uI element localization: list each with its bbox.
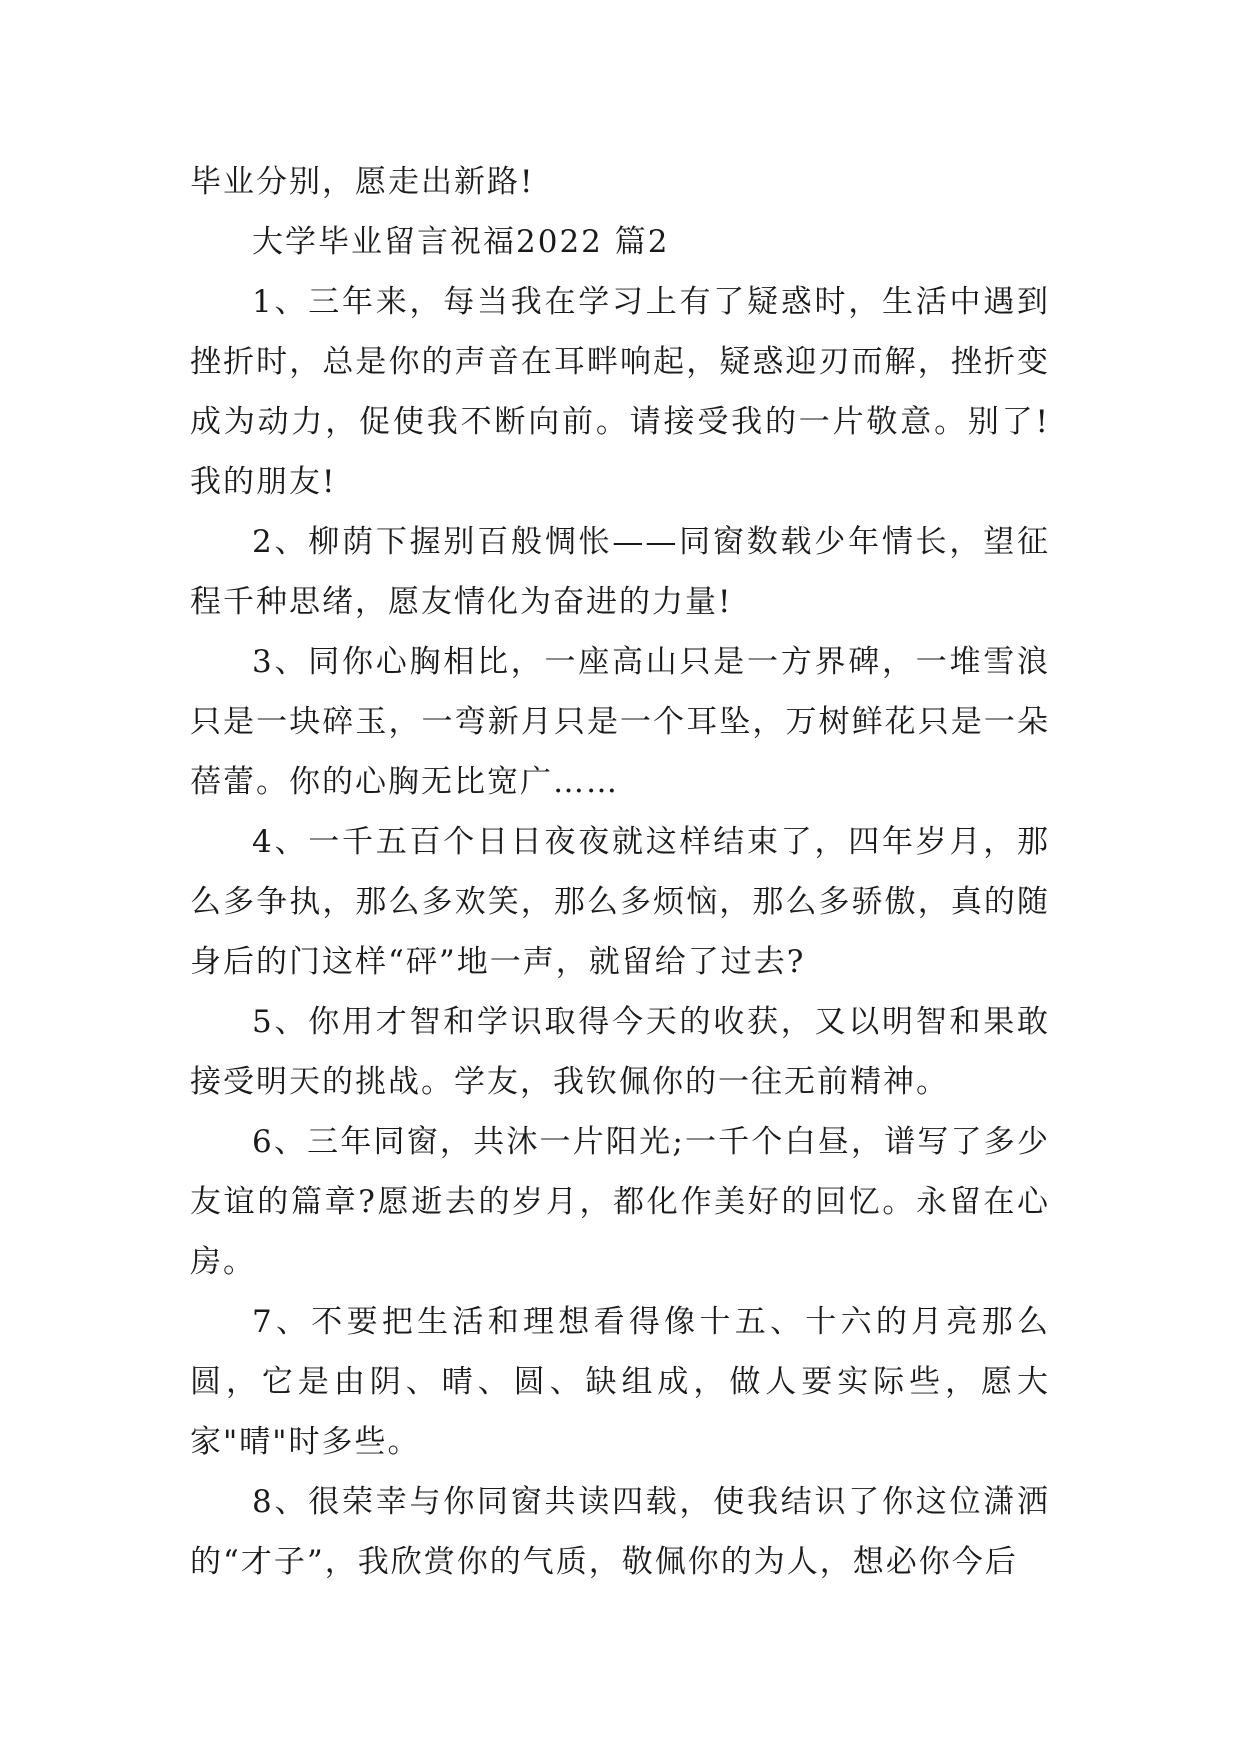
paragraph-item-3: 3、同你心胸相比，一座高山只是一方界碑，一堆雪浪只是一块碎玉，一弯新月只是一个耳坠，万树鲜花只是一朵蓓蕾。你的心胸无比宽广…… (190, 644, 1050, 800)
document-body (190, 152, 1050, 1592)
paragraph-closing-line: 毕业分别，愿走出新路! (190, 164, 535, 200)
paragraph-item-2: 2、柳荫下握别百般惆怅——同窗数载少年情长，望征程千种思绪，愿友情化为奋进的力量! (190, 524, 1050, 620)
paragraph-item-7: 7、不要把生活和理想看得像十五、十六的月亮那么圆，它是由阴、晴、圆、缺组成，做人要实际些，愿大家"晴"时多些。 (190, 1304, 1050, 1460)
paragraph-item-5: 5、你用才智和学识取得今天的收获，又以明智和果敢接受明天的挑战。学友，我钦佩你的一往无前精神。 (190, 1004, 1050, 1100)
paragraph-item-4: 4、一千五百个日日夜夜就这样结束了，四年岁月，那么多争执，那么多欢笑，那么多烦恼，那么多骄傲，真的随身后的门这样“砰”地一声，就留给了过去? (190, 824, 1050, 980)
section-heading: 大学毕业留言祝福2022 篇2 (252, 224, 670, 260)
paragraph-item-6: 6、三年同窗，共沐一片阳光;一千个白昼，谱写了多少友谊的篇章?愿逝去的岁月，都化作美好的回忆。永留在心房。 (190, 1124, 1050, 1280)
paragraph-item-8: 8、很荣幸与你同窗共读四载，使我结识了你这位潇洒的“才子”，我欣赏你的气质，敬佩你的为人，想必你今后 (190, 1484, 1050, 1580)
paragraph-item-1: 1、三年来，每当我在学习上有了疑惑时，生活中遇到挫折时，总是你的声音在耳畔响起，疑惑迎刃而解，挫折变成为动力，促使我不断向前。请接受我的一片敬意。别了!我的朋友! (190, 284, 1050, 500)
